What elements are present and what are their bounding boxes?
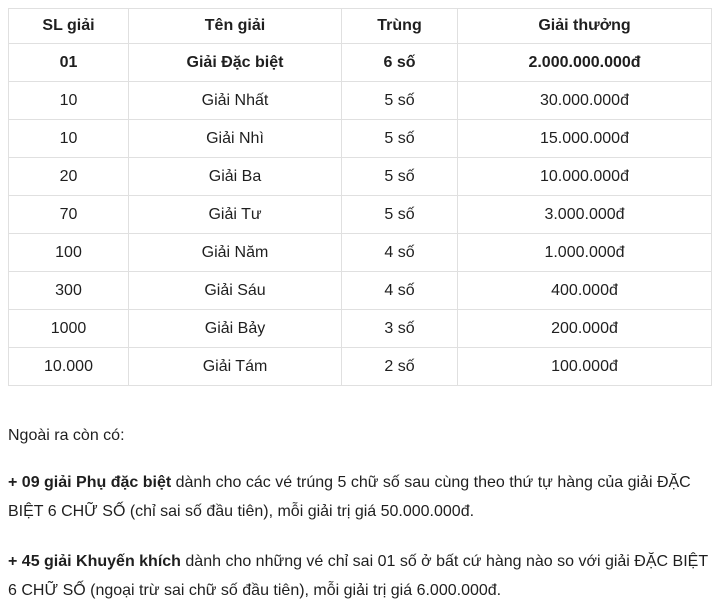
prize-value-cell: 200.000đ <box>458 310 712 348</box>
match-cell: 5 số <box>342 158 458 196</box>
match-cell: 6 số <box>342 44 458 82</box>
column-header-match: Trùng <box>342 9 458 44</box>
quantity-cell: 1000 <box>9 310 129 348</box>
match-cell: 2 số <box>342 348 458 386</box>
quantity-cell: 100 <box>9 234 129 272</box>
match-cell: 4 số <box>342 234 458 272</box>
prize-value-cell: 3.000.000đ <box>458 196 712 234</box>
prize-table-row <box>9 44 712 82</box>
prize-table-row <box>9 310 712 348</box>
note-paragraph: + 45 giải Khuyến khích dành cho những vé chỉ sai 01 số ở bất cứ hàng nào so với giải ĐẶC BIỆT 6 CHỮ SỐ (ngoại trừ sai chữ số đầu tiên), mỗi giải trị giá 6.000.000đ. <box>8 553 708 600</box>
prize-value-cell: 1.000.000đ <box>458 234 712 272</box>
prize-name-cell: Giải Năm <box>129 234 342 272</box>
prize-table-row <box>9 158 712 196</box>
prize-table-row <box>9 272 712 310</box>
prize-table-row <box>9 82 712 120</box>
prize-value-cell: 100.000đ <box>458 348 712 386</box>
prize-table-row <box>9 196 712 234</box>
prize-value-cell: 2.000.000.000đ <box>458 44 712 82</box>
quantity-cell: 10 <box>9 82 129 120</box>
prize-value-cell: 15.000.000đ <box>458 120 712 158</box>
prize-name-cell: Giải Nhì <box>129 120 342 158</box>
match-cell: 5 số <box>342 196 458 234</box>
notes-section <box>8 426 712 604</box>
prize-value-cell: 400.000đ <box>458 272 712 310</box>
prize-table-header-row <box>9 9 712 44</box>
column-header-prize: Giải thưởng <box>458 9 712 44</box>
prize-table-body <box>9 44 712 386</box>
column-header-name: Tên giải <box>129 9 342 44</box>
notes-intro: Ngoài ra còn có: <box>8 427 125 444</box>
quantity-cell: 300 <box>9 272 129 310</box>
quantity-cell: 10.000 <box>9 348 129 386</box>
prize-value-cell: 30.000.000đ <box>458 82 712 120</box>
prize-table <box>8 8 712 386</box>
prize-name-cell: Giải Tám <box>129 348 342 386</box>
notes-paragraphs <box>8 468 712 604</box>
prize-name-cell: Giải Tư <box>129 196 342 234</box>
prize-name-cell: Giải Ba <box>129 158 342 196</box>
prize-name-cell: Giải Bảy <box>129 310 342 348</box>
prize-value-cell: 10.000.000đ <box>458 158 712 196</box>
match-cell: 3 số <box>342 310 458 348</box>
quantity-cell: 10 <box>9 120 129 158</box>
prize-name-cell: Giải Nhất <box>129 82 342 120</box>
match-cell: 5 số <box>342 120 458 158</box>
match-cell: 4 số <box>342 272 458 310</box>
quantity-cell: 20 <box>9 158 129 196</box>
quantity-cell: 01 <box>9 44 129 82</box>
prize-name-cell: Giải Sáu <box>129 272 342 310</box>
column-header-quantity: SL giải <box>9 9 129 44</box>
note-paragraph: + 09 giải Phụ đặc biệt dành cho các vé trúng 5 chữ số sau cùng theo thứ tự hàng của giải ĐẶC BIỆT 6 CHỮ SỐ (chỉ sai số đầu tiên), mỗi giải trị giá 50.000.000đ. <box>8 473 691 520</box>
note-bold-lead: + 09 giải Phụ đặc biệt <box>8 473 172 491</box>
prize-table-row <box>9 348 712 386</box>
quantity-cell: 70 <box>9 196 129 234</box>
prize-name-cell: Giải Đặc biệt <box>129 44 342 82</box>
prize-table-row <box>9 120 712 158</box>
match-cell: 5 số <box>342 82 458 120</box>
prize-table-row <box>9 234 712 272</box>
note-bold-lead: + 45 giải Khuyến khích <box>8 553 181 571</box>
